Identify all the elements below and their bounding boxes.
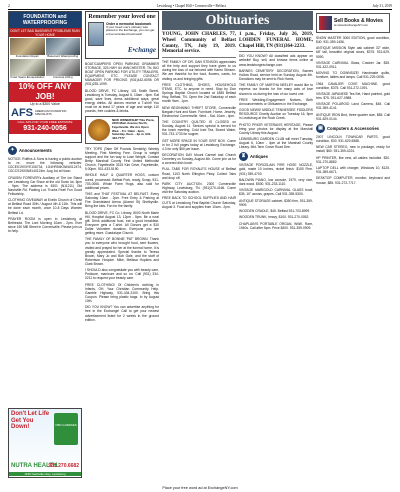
listing: VINTAGE JAPANESE Tea Set, Hand painted, gold trim. $75. 931-627-0988. xyxy=(316,91,390,101)
listing: WOODEN TRUNK, heavy, $100. 931-270-0052. xyxy=(239,215,310,220)
memorial-headline: Remember your loved one xyxy=(88,14,156,20)
column-1 xyxy=(8,11,82,487)
page-number: 2 xyxy=(8,4,10,8)
listing: 2007 LINCOLN TOWNCAR PARTS, good condition, $30. 931-629-5588. xyxy=(316,134,390,143)
listing: LAPTOP DELL with charger, Windows 10, $125. 931-359-6671. xyxy=(316,166,390,175)
ad-subbanner: DON'T LET BAD BASEMENT PROBLEMS RUIN YOUR HOME xyxy=(10,28,80,37)
divider xyxy=(162,57,236,58)
listing: BALDWIN PIANO, low console, 1979, very nice, dark wood. $500. 931-233-1110. xyxy=(239,177,313,186)
listing: DECORATION DAY Mount Carmel and Church Cemetery on Sunday, August 4th. Come join us for a covered dish lunch. xyxy=(162,153,236,166)
divider xyxy=(239,51,313,52)
sell-books-ad[interactable] xyxy=(316,13,390,33)
ad-banner: FOUNDATION and WATERPROOFING xyxy=(9,12,81,28)
listing: DESKTOP COMPUTER, monitor, keyboard and mouse, $85. 931-272-7717. xyxy=(316,176,390,185)
nutra-headline: Don't Let Life Get You Down! xyxy=(11,411,50,431)
bookmark-image xyxy=(88,22,104,46)
column-4 xyxy=(239,11,313,487)
obituary-entry: YOUNG, JOHN CHARLES, 77, Wheel Community of Belfast County, TN, July 19, 2019. Memorial service. xyxy=(162,32,236,55)
listing: FREE CLOTHING! Of Children's clothing in Infants, OH. Your Christian Community Help. Gamble Highway, 931-434-3100. Bring this Coupon. Please bring plastic bags. In by August 10th. xyxy=(85,282,159,304)
listing: BARNES CEMETERY DECORATION, Barnes Hollow Road, service held on Sunday, August 4th. Donations may be sent to Rick Harris. xyxy=(239,68,313,82)
listing: ANTIQUE IRON Bed, three quarter size, $85. Call 931-629-0144. xyxy=(316,112,390,121)
listing: CRUISIN FOREVER's Auxiliary of Tire Ice Stand are Lewisburg Car Show at the old Sonic lot. 5pm - 9pm. The address is 4501 (N11211) Old Nashville Rd. Parking Lot. Trucks Feat! Fun Good Fellowship. xyxy=(8,175,82,196)
announcements-header: ✦ Announcements xyxy=(8,146,82,155)
listing: PHOTO PRIOR VETERAN'S HERITAGE, Please bring your photos for display at the Marshall County Library this August. xyxy=(239,122,313,135)
column-5-left xyxy=(316,11,390,187)
listing: MOVING TO DOWNSIZE! Handmade quilts, furniture, tables and lamps. Call 931-229-0096. xyxy=(316,71,390,80)
columns xyxy=(8,11,392,487)
computer-icon: ▣ xyxy=(316,124,325,133)
listing: GET MORE SPACE IN YOUR GRIT BOX. Come in for 2 full pages today at Lewisburg Exchange. 4.3 for only $50 per issue. xyxy=(162,138,236,151)
listing: WHOLE HALF & QUARTER HOGS, custom cured, processed. Belfast Pork, ready, Scrap, 931-703-0066. Whole Farm Hogs, also sold for additional prices. xyxy=(85,173,159,190)
listing: NEW CAR STEREO, new in package, ready for install, $60. 931-359-4224. xyxy=(316,145,390,154)
listing: CLOTHING GIVEAWAY at Evelin Church of Christ at Belfast Road 30th / August 4th & 11th. This will be done each month, once 10-8 Days Women Belfast Ld. xyxy=(8,198,82,215)
afs-tagline: AMERICAN FOUNDATION SPECIALISTS xyxy=(35,109,67,116)
afs-phone: 931-240-0056 xyxy=(23,124,67,132)
footer-note: Place your free word ad at ExchangeNY.com xyxy=(162,486,238,490)
pizza-image xyxy=(88,119,110,141)
masthead xyxy=(8,4,392,10)
listing: BLOOD DRIVE, FC Library, 101 Smith Street, Lewisburg is Tuesday, August 6, 10am - 6pm. Eat good, save lives, dress additional ways, great energy drinks. All donors receive a T-shirt! You must be at least 17 years of age and weigh 110 pounds, free cookies & drinks. xyxy=(85,88,159,114)
exchange-logo: E•change xyxy=(127,45,156,54)
obituary-entry-cont: 1 p.m., Friday, July 26, 2019, LOHDEN FUNERAL HOME, Chapel Hill, TN (931)364-2233. xyxy=(239,32,313,49)
ad-photo-grid xyxy=(9,37,81,81)
afs-foundation-ad[interactable] xyxy=(8,11,82,143)
ad-photo-tile: Basement Waterproofing xyxy=(46,38,81,58)
ad-discount: 10% OFF ANY JOB! xyxy=(9,82,81,102)
listing: DID YOU KNOW? All classified ads appear on website! Buy, sell, and browse items online at www.lewisburgexchange.com. xyxy=(239,54,313,67)
listing: I SHOULD also congratulate you with beauty care, Pedicure, manicure and so on. Call (931) 334-0211 to request your beauty care. xyxy=(85,268,159,281)
nutra-address: 1195 Nashville Hwy, Lewisburg xyxy=(9,472,81,476)
listing: THIS and THAT FESTIVAL AT BELFAST. Every Saturday 10am - 2pm. Free Entry & Parking at Fire Grandstand Arena (Alumni St) Shelbyville. Bring the kids. Fun for the family. xyxy=(85,192,159,209)
listing: WOODEN CRADLE, $45. Belfast 931-703-6999. xyxy=(239,208,311,213)
antique-icon: ♜ xyxy=(239,152,248,161)
listing: CHAPLAIN'S PORTABLE ORGAN, WWII. Rare, 1940s. Call after 5pm. Price $400. 931-359-0909. xyxy=(239,221,313,230)
listing: PARK CITY AUCTION. 2300 Cornersville Highway, Lewisburg, TN. (931)270-4166. Come visit the Saturday auction. xyxy=(162,181,236,195)
listing: ANTIQUE STORAGE cabinet, $350 firm, 931-359-9909. xyxy=(239,198,313,207)
nutra-brand: NUTRA HEALTH xyxy=(11,462,58,469)
memorial-sub: Order a memorial bookmark xyxy=(106,21,152,26)
ad-photo-tile: Foundation Repair xyxy=(10,38,45,58)
afs-call-label: CALL AFS FOR YOUR FREE ESTIMATE xyxy=(17,119,73,124)
listing: THE COUNTRY QUILTED IS CLOSED on Sunday, August 11. Seniors special is served for the lunch meeting. Cold Iced Tea, Boxed Water, 931-733-1733 for supper. xyxy=(162,119,236,137)
listing: BLOOD DRIVE, FC Co. Library, 8000 North Marie Hill, Hospital August 13, 12pm - 5pm. Be a rural gift. Drink additional food, eat a good breakfast. Everyone gets a T-shirt. All Donors get a $10 Dollar Volunteer donation. Everyone you are getting more. Guadalupe Church. xyxy=(85,210,159,236)
listing: TRY TOPS (Take Off Pounds Sensibly) Weekly Meeting. First Meeting Free. Group is weight support and the fun way to Lose Weight. Contact Betty: Marshall County First United Methodist Church, Fayetteville 3315 Kim Drive, Fayetteville, 5:30pm. 931-433-5190. xyxy=(85,146,159,172)
antiques-header: ♜ Antiques xyxy=(239,152,313,161)
new-ownership-text: NEW OWNERSHIP Tibs Pizza, 2406 Main Avenue North, Fayetteville. We Are Open Wed. - Fri. 10am - 2pm, Saturday, 8a.m. - 2p.m. 931-433-7777 xyxy=(112,117,155,141)
listing: LEWISBURG GARDEN CLUB will meet Tuesday, August 6, 10am - 4pm at the Marshall County Library. Mid-Tenn Grove Road Dee. xyxy=(239,137,313,150)
column-2 xyxy=(85,11,159,487)
listing: VINTAGE CARNIVAL Glass, Cracker Jar. $35. 931-422-0911. xyxy=(316,60,390,69)
cbd-product-jar: CBD GUMMIES xyxy=(54,413,78,445)
listing: PRAYER ROOM is open in Lewisburg at Bethesda. The Lord Morning 10am - 2pm. Ever since 150 Mill Street in Cornersville. Please join us to help. xyxy=(8,216,82,234)
ad-photo-tile: Concrete Lifting xyxy=(46,59,81,79)
ad-discount-sub: Up to a $300 Value xyxy=(30,101,60,106)
listing: THE FAMILY OF DR. DAN STINSON appreciates all the help and support they have given to us during the loss of our beloved wife Karen Stinson. We are thankful for the food, flowers, cards, for visiting us and bringing gifts. xyxy=(162,60,236,81)
ad-photo-tile: Crawl Space Encapsulation xyxy=(10,59,45,79)
nutra-phone: 931.270.6682 xyxy=(48,462,79,469)
listing: HP PRINTER, like new, all cables included. $30. 931-270-8882. xyxy=(316,155,390,164)
obituaries-header: Obituaries xyxy=(162,11,313,30)
listing: GOOD NEWS! MIDDLE TENNESSEE FIDDLERS RESOURCE Charity Auction on Tuesday 16, 5pm in Lewisburg at the Rock Creek. xyxy=(239,108,313,121)
books-icon xyxy=(319,16,332,30)
afs-call-box xyxy=(9,120,81,134)
nutra-health-ad[interactable] xyxy=(8,408,82,478)
listing: NEW BEGINNING THRIFT STORE, Cornersville Bargain Hunt and More. Furniture, Home, Jewelry, Electronics! Cornersville. Wed. - Sat. 10am - 4pm. xyxy=(162,105,236,118)
masthead-date: July 31, 2019 xyxy=(372,4,392,8)
listing: BOAT/CAMPERS OPEN PARKING GRAMMER STORAGE, 323 HWY 64 WINCHESTER, TN. BIG BOAT OPEN PARKING FOR UTILITY TRAILERS, EQUIPMENT, ETC. PLEASE CONTACT MANAGER FOR PRICING (931)442-6098 OR (931)235-1099. xyxy=(85,62,159,87)
listing: DID YOU KNOW? You can advertise anything for free in the Exchange! Call to get your newest advertisement listed for 2 weeks in the ground edition. xyxy=(85,305,159,322)
listing: VINTAGE POLAROID Land Camera, $45. Call 931-359-4141. xyxy=(316,102,390,111)
computers-header: ▣ Computers & Accessories xyxy=(316,124,390,133)
listing: ANTIQUE MISSION Style oak cabinet 32" wide, 68" tall, beautiful original doors, $375. 931-629-9090. xyxy=(316,46,390,59)
column-5 xyxy=(316,11,392,487)
memorial-text: If your loved one's obituary was placed in the Exchange, you can get a free laminated bookmark! xyxy=(106,24,155,36)
megaphone-icon: ✦ xyxy=(8,146,17,155)
sell-books-sub: at www.ExchangeNY.com xyxy=(334,23,369,27)
memorial-bookmark-ad[interactable] xyxy=(85,11,159,59)
listing: THE FAMILY OF MARTHA NEELEY would like to express our thanks for the many acts of love shown to us during the loss of our loved one. xyxy=(239,83,313,96)
afs-brand xyxy=(9,106,81,120)
listing: THE FAMILY OF BONNIE 'PAT' BROWN. Thank you to everyone who brought food, sent flowers, visited and prayed for her at the funeral home. It is greatly appreciated. Special thanks to Teresa Brown, Mary Jo and Bob Gale, and the staff of Robertson Hospice. Mike, Melissa Hopkins and Clark Brown. xyxy=(85,237,159,266)
listing: SNOW MASTER 3000 EDITION, good condition, $40. 931-359-1456. xyxy=(316,36,390,45)
masthead-title: Lewisburg • Chapel Hill • Cornersville • Belfast xyxy=(156,4,226,8)
listing: 1964 CAVALIER COKE MACHINE, good condition, $375. Call 931-272-1091. xyxy=(316,81,390,90)
listing: NOTICE: Ruffins & Sons is having a public auction to re- move the following vehicles: 1GCEK19V3YE106734, 1G4HR54K3WU012474, 1GCCS19X0N8140124m. Aug 1st at Noon. xyxy=(8,157,82,174)
listing: VINTAGE PORCELAIN FIRE HOSE NOZZLE, gold, made 10 inches, nickel finish. $150 Firm. (931) 359-4700. xyxy=(239,163,313,176)
listing: VINTAGE MARIGOLD CARNIVAL GLASS bowl, $35. 10" across, grapes. Call 931-359-5300. xyxy=(239,188,313,197)
listing: FREE CLOTHING, SHOES, HOUSEHOLD ITEMS, ETC. to anyone in need. Stop by Zion Springs Baptist Church located at 1885 Belfast Hwy, Belfast, TN. Open the 2nd Saturday of each month 9am - 1pm. xyxy=(162,82,236,104)
listing: FREE BACK TO SCHOOL SUPPLIES AND HAIR CUTS at Lewisburg First Baptist Church Saturday, August 3. Food and supplies from 10am - 2pm. xyxy=(162,196,236,209)
afs-logo: AFS xyxy=(11,106,33,119)
listing: FREE Wedding-Engagement Notices, Birth Announcements or Obituaries in the Exchange. xyxy=(239,97,313,106)
newspaper-page xyxy=(8,4,392,488)
sell-books-title: Sell Books & Movies xyxy=(334,17,383,24)
new-ownership-ad[interactable] xyxy=(85,116,159,144)
listing: PULL TABS FOR ROYALE'S HOUSE of Belfast Road, 1103 North Ellington Pkwy. Collect Tabs and drop off. xyxy=(162,167,236,180)
